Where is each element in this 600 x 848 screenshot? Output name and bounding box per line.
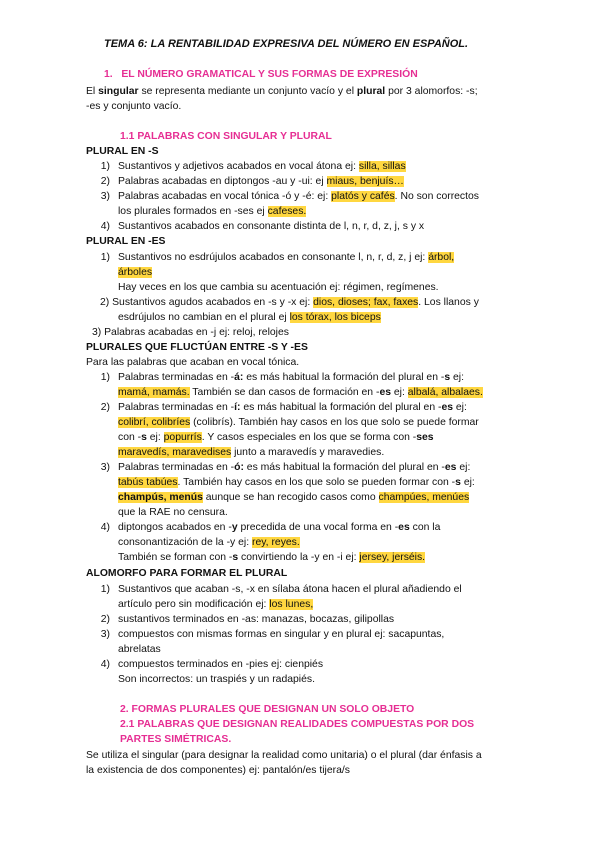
subsection-heading: 1.1 PALABRAS CON SINGULAR Y PLURAL (120, 131, 332, 142)
list-item-continuation: tabús tabúes. También hay casos en los que solo se pueden formar con -s ej: (118, 477, 475, 488)
list-item-continuation: maravedís, maravedises junto a maravedís y maravedies. (118, 447, 385, 458)
allomorph-heading: ALOMORFO PARA FORMAR EL PLURAL (86, 568, 288, 579)
list-item-continuation: con -s ej: popurrís. Y casos especiales en los que se forma con -ses (118, 432, 434, 443)
list-item: 2) Sustantivos agudos acabados en -s y -x ej: dios, dioses; fax, faxes. Los llanos y (100, 297, 479, 308)
plural-es-heading: PLURAL EN -ES (86, 236, 166, 247)
list-item: 3) Palabras acabadas en -j ej: reloj, relojes (92, 327, 289, 338)
paragraph-line: Se utiliza el singular (para designar la realidad como unitaria) o el plural (dar énfasis a (86, 750, 482, 761)
subsection-heading: 2.1 PALABRAS QUE DESIGNAN REALIDADES COMPUESTAS POR DOS (120, 719, 475, 730)
list-item-continuation: champús, menús aunque se han recogido casos como champúes, menúes (118, 492, 470, 503)
list-item: 2) Palabras acabadas en diptongos -au y -ui: ej miaus, benjuís… (100, 176, 404, 187)
subsection-heading-continuation: PARTES SIMÉTRICAS. (120, 734, 232, 745)
paragraph-line: -es y conjunto vacío. (86, 101, 182, 112)
list-item-continuation: mamá, mamás. También se dan casos de formación en -es ej: albalá, albalaes. (118, 387, 483, 398)
paragraph-line: la existencia de dos componentes) ej: pantalón/es tijera/s (86, 765, 350, 776)
list-item: 4) diptongos acabados en -y precedida de una vocal forma en -es con la (100, 522, 441, 533)
fluctuating-plurals-heading: PLURALES QUE FLUCTÚAN ENTRE -S Y -ES (86, 342, 308, 353)
section-title: EL NÚMERO GRAMATICAL Y SUS FORMAS DE EXPRESIÓN (121, 69, 418, 80)
list-item: 3) Palabras terminadas en -ó: es más habitual la formación del plural en -es ej: (100, 462, 471, 473)
list-item: 2) sustantivos terminados en -as: manazas, bocazas, gilipollas (100, 614, 395, 625)
list-item: 3) Palabras acabadas en vocal tónica -ó y -é: ej: platós y cafés. No son correctos (100, 191, 479, 202)
paragraph-line: Para las palabras que acaban en vocal tónica. (86, 357, 300, 368)
section-1-heading (104, 68, 418, 81)
list-item: 1) Sustantivos no esdrújulos acabados en consonante l, n, r, d, z, j ej: árbol, (100, 252, 455, 263)
list-item-continuation: artículo pero sin modificación ej: los lunes, (118, 599, 314, 610)
list-item: 4) Sustantivos acabados en consonante distinta de l, n, r, d, z, j, s y x (100, 221, 425, 232)
list-item-continuation: También se forman con -s convirtiendo la -y en -i ej: jersey, jerséis. (118, 552, 426, 563)
plural-s-heading: PLURAL EN -S (86, 146, 159, 157)
list-item: 3) compuestos con mismas formas en singular y en plural ej: sacapuntas, (100, 629, 445, 640)
list-item-continuation: consonantización de la -y ej: rey, reyes. (118, 537, 300, 548)
list-item-continuation: colibrí, colibríes (colibrís). También hay casos en los que solo se puede formar (118, 417, 479, 428)
page-title: TEMA 6: LA RENTABILIDAD EXPRESIVA DEL NÚMERO EN ESPAÑOL. (104, 38, 469, 50)
section-2-heading: 2. FORMAS PLURALES QUE DESIGNAN UN SOLO OBJETO (120, 704, 415, 715)
paragraph-line: El singular se representa mediante un conjunto vacío y el plural por 3 alomorfos: -s; (86, 86, 478, 97)
list-item-continuation: Son incorrectos: un traspiés y un radapiés. (118, 674, 315, 685)
list-item: 1) Palabras terminadas en -á: es más habitual la formación del plural en -s ej: (100, 372, 464, 383)
list-item-continuation: esdrújulos no cambian en el plural ej los tórax, los biceps (118, 312, 381, 323)
list-item: 1) Sustantivos que acaban -s, -x en sílaba átona hacen el plural añadiendo el (100, 584, 462, 595)
list-item-continuation: árboles (118, 267, 153, 278)
list-item-note: Hay veces en los que cambia su acentuación ej: régimen, regímenes. (118, 282, 439, 293)
list-item: 1) Sustantivos y adjetivos acabados en vocal átona ej: silla, sillas (100, 161, 406, 172)
section-number: 1. (104, 69, 113, 80)
list-item-continuation: que la RAE no censura. (118, 507, 228, 518)
list-item-continuation: los plurales formados en -ses ej cafeses. (118, 206, 307, 217)
list-item-continuation: abrelatas (118, 644, 161, 655)
list-item: 4) compuestos terminados en -pies ej: cienpiés (100, 659, 324, 670)
list-item: 2) Palabras terminadas en -í: es más habitual la formación del plural en -es ej: (100, 402, 467, 413)
